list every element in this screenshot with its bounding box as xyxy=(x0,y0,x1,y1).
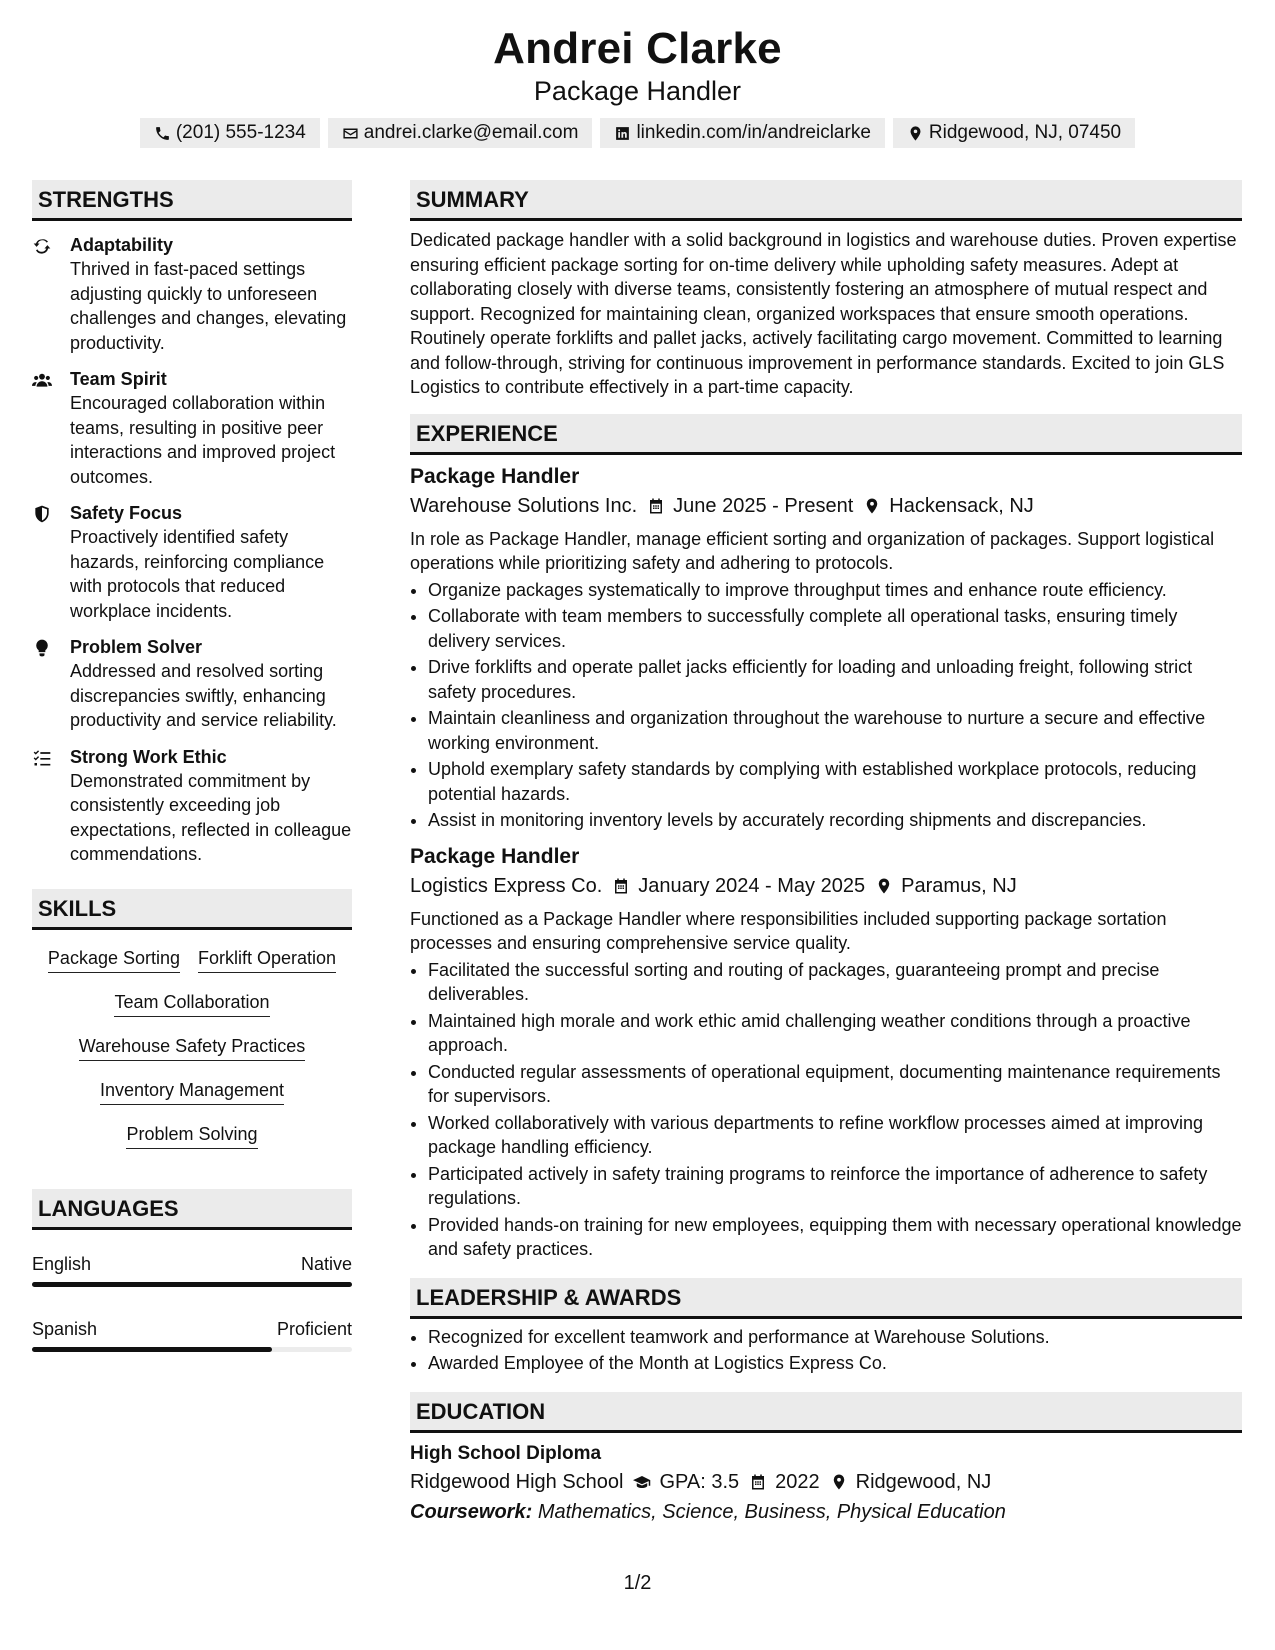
phone-icon xyxy=(154,125,171,142)
job-entry xyxy=(410,463,1242,833)
strength-title: Problem Solver xyxy=(70,637,203,657)
strength-desc: Addressed and resolved sorting discrepancies swiftly, enhancing productivity and service reliability. xyxy=(70,661,337,730)
coursework-list: Mathematics, Science, Business, Physical Education xyxy=(537,1500,1006,1523)
bullet-item: • Participated actively in safety training programs to reinforce the importance of adherence to safety regulations. xyxy=(428,1162,1242,1211)
map-pin-icon xyxy=(907,125,924,142)
map-pin-icon xyxy=(863,497,881,515)
language-item xyxy=(32,1252,352,1287)
contact-linkedin[interactable] xyxy=(600,118,884,148)
bullet-item: • Worked collaboratively with various departments to refine workflow processes aimed at improving package handling efficiency. xyxy=(428,1111,1242,1160)
skill-tag: Forklift Operation xyxy=(198,946,336,973)
language-bar-fill xyxy=(32,1282,352,1287)
strength-title: Safety Focus xyxy=(70,503,183,523)
skill-tag: Problem Solving xyxy=(126,1122,257,1149)
skill-tag: Team Collaboration xyxy=(114,990,269,1017)
language-bar xyxy=(32,1282,352,1287)
language-name: Spanish xyxy=(32,1318,98,1339)
language-bar-fill xyxy=(32,1347,272,1352)
job-company: Warehouse Solutions Inc. xyxy=(410,494,638,517)
job-title: Package Handler xyxy=(410,464,580,488)
envelope-icon xyxy=(342,125,359,142)
graduation-year: 2022 xyxy=(775,1470,820,1493)
gpa: GPA: 3.5 xyxy=(659,1470,740,1493)
contact-email[interactable] xyxy=(328,118,593,148)
calendar-icon xyxy=(612,877,630,895)
list-check-icon xyxy=(32,748,52,768)
language-level: Native xyxy=(300,1253,352,1274)
contact-location xyxy=(893,118,1135,148)
bullet-item: • Organize packages systematically to improve throughput times and enhance route efficiency. xyxy=(428,578,1242,603)
job-intro: In role as Package Handler, manage efficient sorting and organization of packages. Support logistical operations while prioritizing safety and adhering to protocols. xyxy=(410,528,1215,573)
school: Ridgewood High School xyxy=(410,1470,624,1493)
skill-tag: Package Sorting xyxy=(48,946,180,973)
bullet-item: • Provided hands-on training for new employees, equipping them with necessary operational knowledge and safety practices. xyxy=(428,1213,1242,1262)
lightbulb-icon xyxy=(32,638,52,658)
strength-title: Team Spirit xyxy=(70,369,167,389)
summary-heading: SUMMARY xyxy=(410,180,1242,221)
strength-title: Adaptability xyxy=(70,235,174,255)
bullet-item: • Facilitated the successful sorting and routing of packages, guaranteeing prompt and precise deliverables. xyxy=(428,958,1242,1007)
map-pin-icon xyxy=(875,877,893,895)
strengths-heading: STRENGTHS xyxy=(32,180,352,221)
strength-item xyxy=(32,635,352,733)
skill-tag: Inventory Management xyxy=(100,1078,284,1105)
coursework xyxy=(410,1498,1242,1526)
language-bar xyxy=(32,1347,352,1352)
job-company: Logistics Express Co. xyxy=(410,874,603,897)
school-location: Ridgewood, NJ xyxy=(855,1470,992,1493)
resume-header xyxy=(0,0,1275,148)
job-bullets xyxy=(410,578,1242,833)
strength-item xyxy=(32,501,352,623)
skill-tag: Warehouse Safety Practices xyxy=(79,1034,305,1061)
bullet-item: • Assist in monitoring inventory levels by accurately recording shipments and discrepancies. xyxy=(428,808,1242,833)
bullet-item: • Collaborate with team members to successfully complete all operational tasks, ensuring timely delivery services. xyxy=(428,604,1242,653)
linkedin-text: linkedin.com/in/andreiclarke xyxy=(636,122,871,143)
bullet-item: • Conducted regular assessments of operational equipment, documenting maintenance requirements for supervisors. xyxy=(428,1060,1242,1109)
location-text: Ridgewood, NJ, 07450 xyxy=(928,122,1122,143)
language-item xyxy=(32,1317,352,1352)
leadership-list xyxy=(410,1325,1242,1376)
job-title: Package Handler xyxy=(410,844,580,868)
email-text: andrei.clarke@email.com xyxy=(363,122,579,143)
education-heading: EDUCATION xyxy=(410,1392,1242,1433)
linkedin-icon xyxy=(614,125,631,142)
language-name: English xyxy=(32,1253,92,1274)
strength-desc: Demonstrated commitment by consistently exceeding job expectations, reflected in colleague commendations. xyxy=(70,770,352,864)
shield-icon xyxy=(32,504,52,524)
bullet-item: • Awarded Employee of the Month at Logistics Express Co. xyxy=(428,1351,1242,1376)
graduation-cap-icon xyxy=(633,1473,651,1491)
leadership-heading: LEADERSHIP & AWARDS xyxy=(410,1278,1242,1319)
candidate-title: Package Handler xyxy=(533,76,742,106)
job-dates: January 2024 - May 2025 xyxy=(638,874,866,897)
skills-list xyxy=(32,946,352,1149)
language-level: Proficient xyxy=(276,1318,352,1339)
job-location: Paramus, NJ xyxy=(901,874,1017,897)
bullet-item: • Recognized for excellent teamwork and performance at Warehouse Solutions. xyxy=(428,1325,1242,1350)
strength-desc: Thrived in fast-paced settings adjusting quickly to unforeseen challenges and changes, elevating productivity. xyxy=(70,259,347,353)
job-intro: Functioned as a Package Handler where responsibilities included supporting package sortation processes and ensuring comprehensive service quality. xyxy=(410,908,1167,953)
contact-phone[interactable] xyxy=(140,118,320,148)
bullet-item: • Maintain cleanliness and organization throughout the warehouse to nurture a secure and effective working environment. xyxy=(428,706,1242,755)
map-pin-icon xyxy=(830,1473,848,1491)
job-location: Hackensack, NJ xyxy=(889,494,1034,517)
users-icon xyxy=(32,370,52,390)
left-column xyxy=(32,180,352,1352)
bullet-item: • Maintained high morale and work ethic amid challenging weather conditions through a proactive approach. xyxy=(428,1009,1242,1058)
experience-heading: EXPERIENCE xyxy=(410,414,1242,455)
strength-title: Strong Work Ethic xyxy=(70,746,227,767)
strength-item xyxy=(32,367,352,489)
skills-heading: SKILLS xyxy=(32,889,352,930)
coursework-label: Coursework: xyxy=(410,1500,533,1523)
sync-icon xyxy=(32,236,52,256)
job-entry xyxy=(410,843,1242,1262)
strength-desc: Proactively identified safety hazards, reinforcing compliance with protocols that reduced workplace incidents. xyxy=(70,527,325,621)
strength-item xyxy=(32,745,352,867)
degree: High School Diploma xyxy=(410,1442,602,1464)
job-dates: June 2025 - Present xyxy=(673,494,854,517)
job-bullets xyxy=(410,958,1242,1262)
bullet-item: • Drive forklifts and operate pallet jacks efficiently for loading and unloading freight, following strict safety procedures. xyxy=(428,655,1242,704)
calendar-icon xyxy=(749,1473,767,1491)
contact-bar xyxy=(0,118,1275,148)
education-meta xyxy=(410,1468,1242,1496)
phone-text: (201) 555-1234 xyxy=(175,122,306,143)
bullet-item: • Uphold exemplary safety standards by complying with established workplace protocols, reducing potential hazards. xyxy=(428,757,1242,806)
summary-text: Dedicated package handler with a solid background in logistics and warehouse duties. Proven expertise ensuring efficient package sorting for on-time delivery while upholding safety measures. Adept at collaborating closely with diverse teams, consistently fostering an atmosphere of mutual respect and support. Recognized for maintaining clean, organized workspaces that ensure smooth operations. Routinely operate forklifts and pallet jacks, actively facilitating cargo movement. Committed to learning and follow-through, striving for continuous improvement in performance standards. Excited to join GLS Logistics to contribute effectively in a part-time capacity. xyxy=(410,230,1237,397)
calendar-icon xyxy=(647,497,665,515)
strength-desc: Encouraged collaboration within teams, resulting in positive peer interactions and improved project outcomes. xyxy=(70,393,336,487)
right-column xyxy=(410,180,1242,1526)
page-number: 1/2 xyxy=(623,1572,652,1594)
languages-heading: LANGUAGES xyxy=(32,1189,352,1230)
strength-item xyxy=(32,233,352,355)
candidate-name: Andrei Clarke xyxy=(493,24,782,73)
